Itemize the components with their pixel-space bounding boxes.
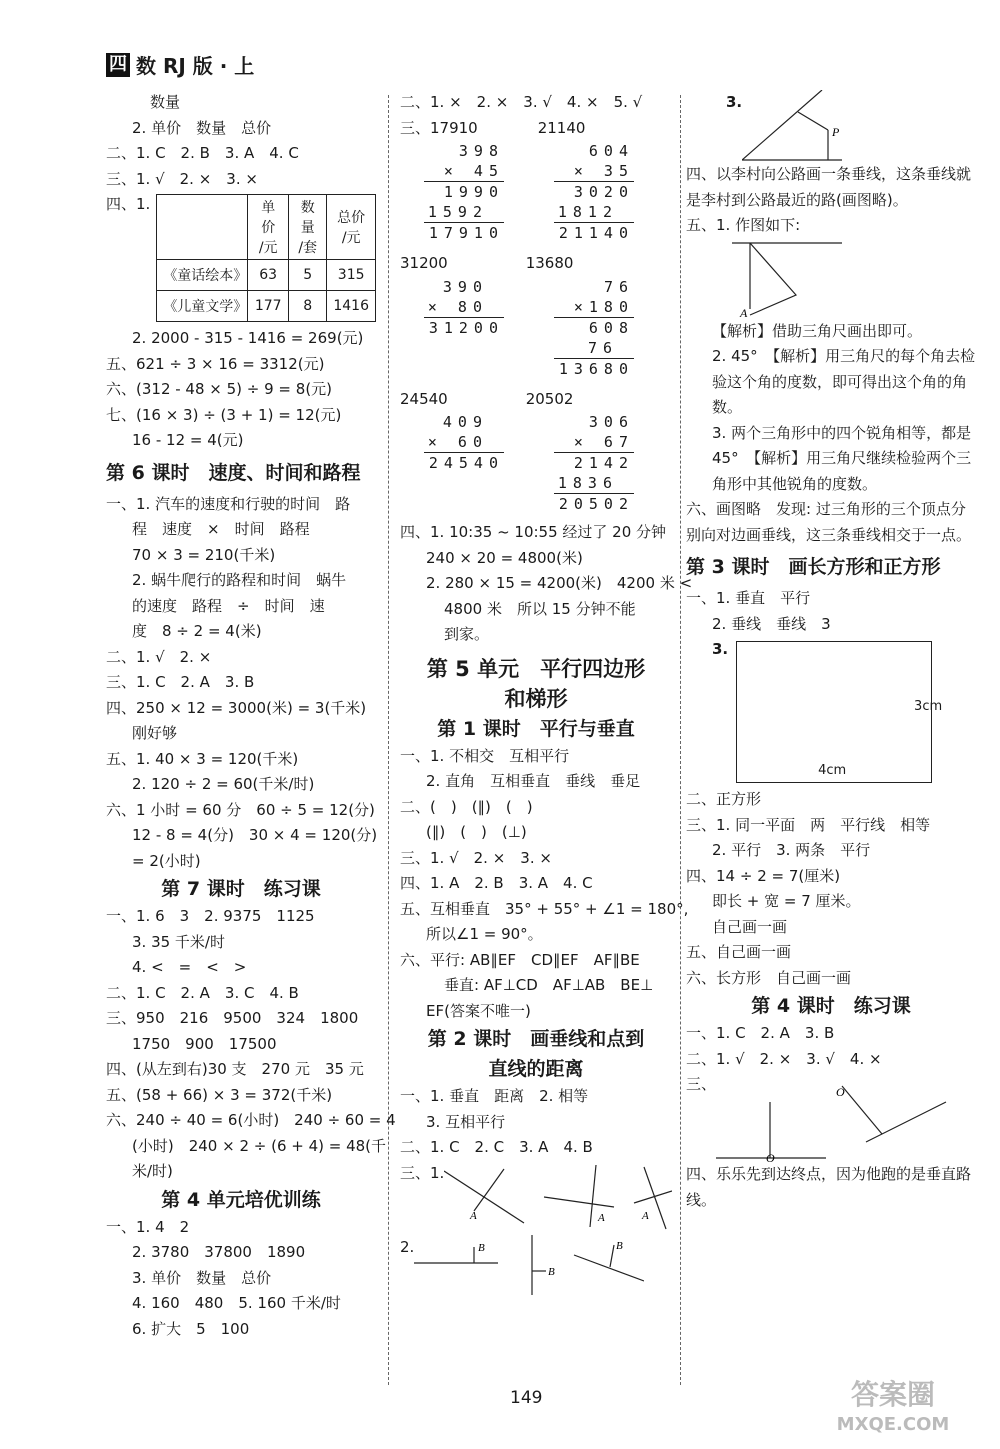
text-line: 一、1. 不相交 互相平行 (400, 746, 570, 765)
text-line: 到家。 (444, 625, 490, 643)
table-header-row (157, 195, 376, 260)
text-line: 16 - 12 = 4(元) (132, 431, 244, 449)
text-line: 五、1. 40 × 3 = 120(千米) (106, 749, 299, 768)
subject-label: 数 RJ 版 · 上 (136, 54, 255, 78)
svg-text:O: O (766, 1151, 775, 1162)
text-line: 2. 垂线 垂线 3 (712, 614, 831, 633)
text-line: 四、1. 10:35 ~ 10:55 经过了 20 分钟 (400, 523, 667, 541)
paragraph: 3. 两个三角形中的四个锐角相等，都是 45° 【解析】用三角尺继续检验两个三角形中其他锐角的度数。 (712, 423, 972, 493)
table-row (157, 291, 376, 322)
column-2 (400, 90, 693, 1295)
text-line: 七、(16 × 3) ÷ (3 + 1) = 12(元) (106, 405, 342, 424)
text-line: 三、1. 同一平面 两 平行线 相等 (686, 815, 931, 834)
text-line: 31200 13680 (400, 254, 574, 272)
table-cell: 177 (248, 291, 289, 322)
text-line: 3. 单价 数量 总价 (132, 1268, 272, 1287)
column-3 (686, 90, 976, 1213)
section-heading: 第 1 课时 平行与垂直 (437, 717, 635, 740)
text-line: 2. 平行 3. 两条 平行 (712, 841, 871, 859)
text-line: 二、1. √ 2. × 3. √ 4. × (686, 1049, 882, 1068)
text-line: 米/时) (132, 1162, 173, 1180)
text-line: 3. 互相平行 (426, 1112, 506, 1131)
text-line: 【解析】借助三角尺画出即可。 (712, 321, 923, 340)
table-corner (157, 195, 248, 260)
text-line: 2. 120 ÷ 2 = 60(千米/时) (132, 775, 315, 793)
text-line: 一、1. C 2. A 3. B (686, 1024, 835, 1042)
svg-text:A: A (470, 1209, 478, 1222)
text-line: 二、正方形 (686, 790, 762, 808)
text-line: 4. 160 480 5. 160 千米/时 (132, 1294, 341, 1312)
vertical-multiplication: 390 × 80 31200 (424, 277, 504, 379)
text-line: 三、1. √ 2. × 3. × (106, 169, 258, 188)
text-line: 五、621 ÷ 3 × 16 = 3312(元) (106, 354, 325, 373)
table-header: 数量 /套 (289, 195, 327, 260)
text-line: 二、1. C 2. A 3. C 4. B (106, 983, 299, 1002)
text-line: 四、14 ÷ 2 = 7(厘米) (686, 866, 841, 885)
text-line: 数量 (150, 93, 181, 111)
vertical-multiplication: 306 × 67 2142 1836 20502 (554, 412, 634, 514)
svg-text:B: B (478, 1241, 486, 1254)
table-cell: 《童话绘本》 (157, 260, 248, 291)
text-line: 垂直: AF⊥CD AF⊥AB BE⊥ (444, 976, 654, 994)
paragraph: 四、以李村向公路画一条垂线，这条垂线就是李村到公路最近的路(画图略)。 (686, 165, 972, 209)
text-line: 四、1. (106, 195, 151, 213)
text-line: 六、1 小时 = 60 分 60 ÷ 5 = 12(分) (106, 800, 375, 819)
svg-text:B: B (616, 1239, 624, 1252)
text-line: 二、1. × 2. × 3. √ 4. × 5. √ (400, 93, 643, 111)
svg-text:O: O (836, 1085, 845, 1099)
text-line: 六、平行: AB∥EF CD∥EF AF∥BE (400, 950, 640, 969)
perpendicular-figure (444, 1161, 672, 1231)
table-cell: 315 (327, 260, 376, 291)
text-line: 四、(从左到右)30 支 270 元 35 元 (106, 1060, 364, 1078)
text-line: 一、1. 垂直 平行 (686, 589, 811, 607)
text-line: 4800 米 所以 15 分钟不能 (444, 599, 636, 618)
text-line: 240 × 20 = 4800(米) (426, 548, 583, 567)
text-line: 三、1. √ 2. × 3. × (400, 848, 552, 867)
vertical-multiplication: 76 ×180 608 76 13680 (554, 277, 634, 379)
vertical-multiplication: 409 × 60 24540 (424, 412, 504, 514)
calc-group (424, 412, 672, 514)
section-heading: 直线的距离 (488, 1058, 584, 1080)
text-line: 四、1. A 2. B 3. A 4. C (400, 874, 593, 892)
vertical-multiplication: 398 × 45 1990 1592 17910 (424, 141, 504, 243)
text-line: 2. 蜗牛爬行的路程和时间 蜗牛 (132, 571, 347, 589)
unit-heading: 和梯形 (504, 686, 568, 711)
text-line: 自己画一画 (712, 917, 788, 936)
triangle-ruler-figure (732, 239, 852, 319)
text-line: 程 速度 × 时间 路程 (132, 520, 310, 538)
table-cell: 1416 (327, 291, 376, 322)
text-line: 六、240 ÷ 40 = 6(小时) 240 ÷ 60 = 4 (106, 1111, 396, 1129)
width-label: 4cm (818, 763, 847, 778)
text-line: 三、 (686, 1075, 717, 1093)
text-line: 2. 2000 - 315 - 1416 = 269(元) (132, 329, 364, 347)
text-line: 一、1. 6 3 2. 9375 1125 (106, 907, 315, 925)
text-line: (∥) ( ) (⊥) (426, 823, 527, 841)
text-line: 三、1. (400, 1163, 445, 1182)
text-line: 4. < = < > (132, 958, 247, 976)
table-row (157, 260, 376, 291)
section-heading: 第 2 课时 画垂线和点到 (427, 1028, 645, 1050)
text-line: 2. 3780 37800 1890 (132, 1243, 306, 1261)
text-line: 3. (726, 93, 743, 111)
text-line: 1750 900 17500 (132, 1034, 277, 1053)
svg-text:A: A (598, 1211, 606, 1224)
text-line: 所以∠1 = 90°。 (426, 925, 543, 943)
text-line: 2. (400, 1237, 415, 1256)
text-line: 2. 直角 互相垂直 垂线 垂足 (426, 772, 641, 790)
table-cell: 8 (289, 291, 327, 322)
section-heading: 第 4 课时 练习课 (751, 995, 911, 1017)
text-line: 五、自己画一画 (686, 943, 792, 961)
text-line: 五、(58 + 66) × 3 = 372(千米) (106, 1085, 333, 1104)
text-line: 3. 35 千米/时 (132, 932, 225, 951)
height-label: 3cm (914, 699, 943, 714)
vertical-multiplication: 604 × 35 3020 1812 21140 (554, 141, 634, 243)
text-line: 三、950 216 9500 324 1800 (106, 1009, 359, 1027)
column-divider (680, 95, 681, 1385)
table-header: 单价 /元 (248, 195, 289, 260)
paragraph: 六、画图略 发现: 过三角形的三个顶点分别向对边画垂线，这三条垂线相交于一点。 (686, 500, 972, 544)
text-line: 12 - 8 = 4(分) 30 × 4 = 120(分) (132, 826, 378, 844)
svg-text:A: A (642, 1209, 650, 1222)
text-line: 二、1. √ 2. × (106, 647, 212, 666)
perpendicular-lines-figure (716, 1072, 956, 1162)
text-line: 的速度 路程 ÷ 时间 速 (132, 596, 325, 615)
text-line: 五、互相垂直 35° + 55° + ∠1 = 180°, (400, 899, 689, 918)
text-line: 六、长方形 自己画一画 (686, 968, 852, 987)
text-line: 一、1. 垂直 距离 2. 相等 (400, 1087, 589, 1105)
section-heading: 第 6 课时 速度、时间和路程 (106, 461, 361, 484)
grade-badge: 四 (106, 53, 130, 77)
text-line: (小时) 240 × 2 ÷ (6 + 4) = 48(千 (132, 1136, 387, 1155)
text-line: 二、1. C 2. C 3. A 4. B (400, 1138, 593, 1156)
text-line: 70 × 3 = 210(千米) (132, 545, 276, 564)
table-cell: 《儿童文学》 (157, 291, 248, 322)
watermark-logo: 答案圈 MXQE.COM (836, 1378, 950, 1435)
column-1 (106, 90, 396, 1342)
svg-text:B: B (548, 1265, 556, 1278)
section-heading: 第 3 课时 画长方形和正方形 (686, 556, 941, 578)
svg-text:P: P (832, 125, 840, 139)
text-line: 3. (712, 640, 729, 658)
text-line: 即长 + 宽 = 7 厘米。 (712, 892, 861, 910)
section-heading: 第 7 课时 练习课 (161, 878, 321, 900)
text-line: 五、1. 作图如下: (686, 216, 801, 234)
point-distance-figure (414, 1235, 644, 1295)
text-line: 三、17910 21140 (400, 118, 586, 137)
rectangle-figure (736, 637, 943, 787)
text-line: 24540 20502 (400, 389, 574, 408)
page-number: 149 (510, 1388, 543, 1408)
section-heading: 第 4 单元培优训练 (161, 1188, 321, 1211)
text-line: 二、( ) (∥) ( ) (400, 797, 533, 816)
paragraph: 四、乐乐先到达终点，因为他跑的是垂直路线。 (686, 1165, 972, 1209)
text-line: = 2(小时) (132, 851, 201, 870)
text-line: 三、1. C 2. A 3. B (106, 673, 255, 691)
calc-group (424, 141, 672, 243)
table-cell: 63 (248, 260, 289, 291)
text-line: 度 8 ÷ 2 = 4(米) (132, 622, 262, 640)
point-to-line-figure (742, 90, 852, 162)
svg-text:A: A (740, 305, 748, 319)
text-line: 一、1. 汽车的速度和行驶的时间 路 (106, 494, 351, 513)
text-line: 二、1. C 2. B 3. A 4. C (106, 144, 299, 162)
unit-heading: 第 5 单元 平行四边形 (426, 656, 646, 681)
price-table (156, 194, 376, 322)
text-line: 六、(312 - 48 × 5) ÷ 9 = 8(元) (106, 380, 333, 398)
column-divider (388, 95, 389, 1385)
paragraph: 2. 45° 【解析】用三角尺的每个角去检验这个角的度数，即可得出这个角的角数。 (712, 347, 976, 416)
page-header (106, 50, 254, 79)
text-line: 2. 单价 数量 总价 (132, 118, 272, 137)
text-line: 2. 280 × 15 = 4200(米) 4200 米 < (426, 574, 693, 592)
text-line: 一、1. 4 2 (106, 1217, 190, 1236)
text-line: 刚好够 (132, 724, 178, 742)
table-cell: 5 (289, 260, 327, 291)
text-line: 6. 扩大 5 100 (132, 1319, 250, 1338)
text-line: 四、250 × 12 = 3000(米) = 3(千米) (106, 698, 367, 717)
text-line: EF(答案不唯一) (426, 1001, 531, 1020)
calc-group (424, 277, 672, 379)
table-header: 总价 /元 (327, 195, 376, 260)
